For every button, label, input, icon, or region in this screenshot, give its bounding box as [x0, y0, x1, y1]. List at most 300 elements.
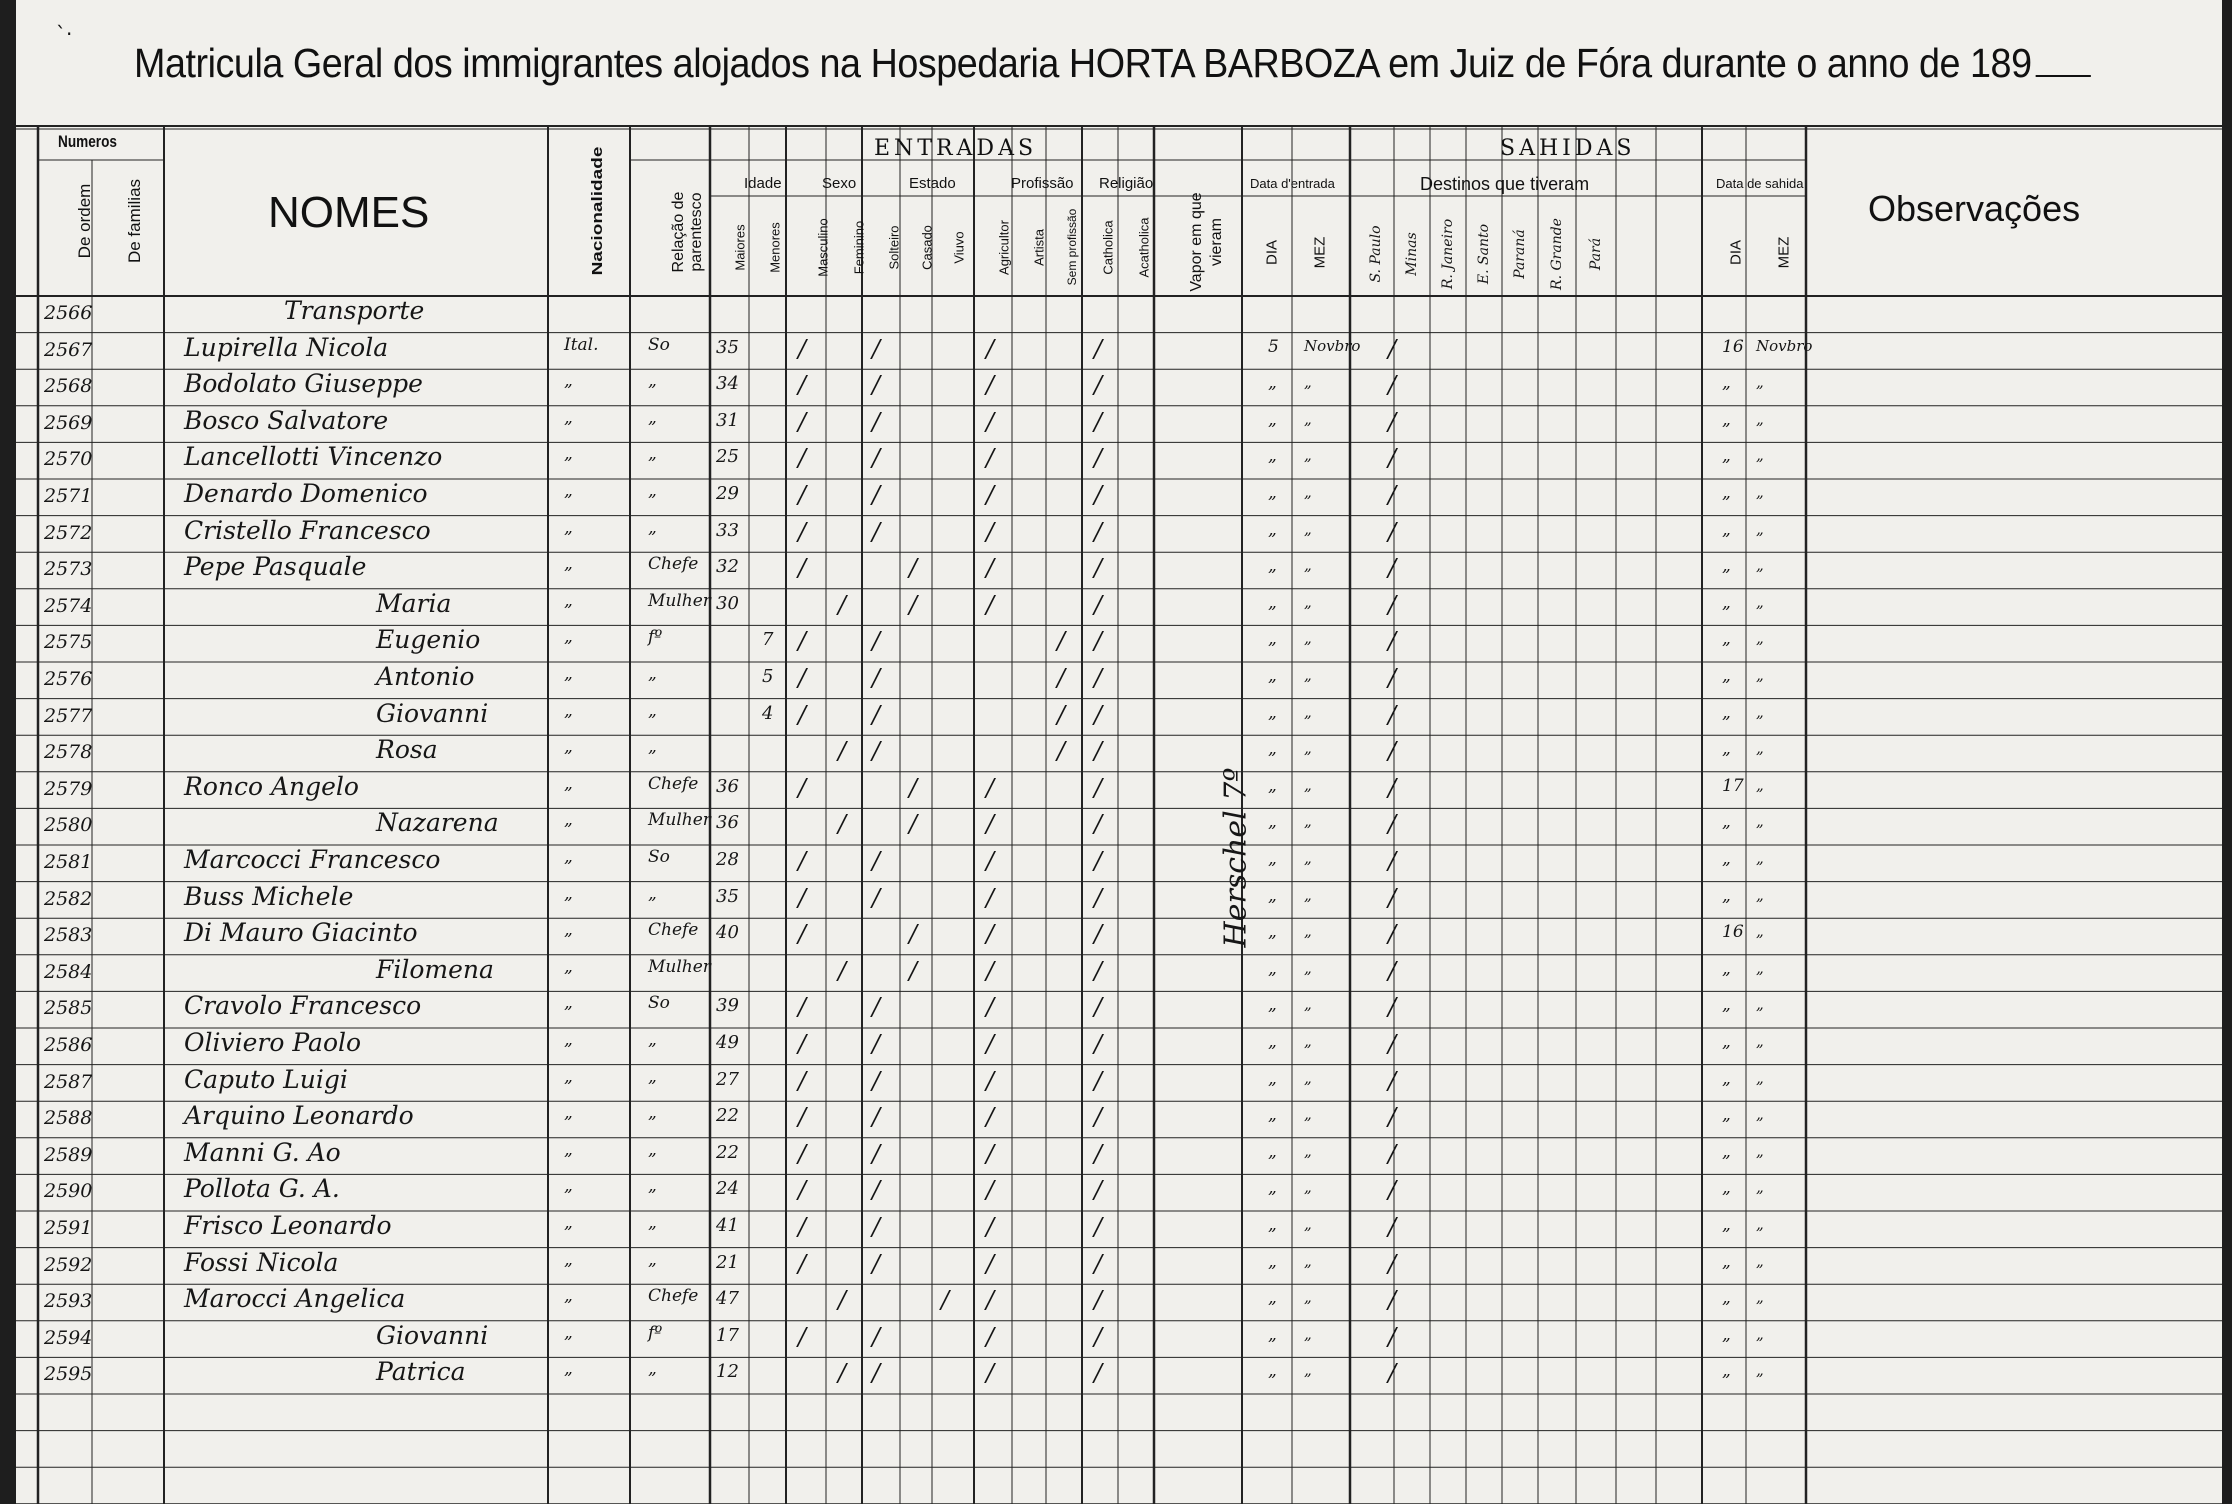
tick-destination: / [1388, 444, 1397, 473]
row-entry-month: „ [1304, 519, 1312, 538]
tick-masculino: / [798, 407, 807, 436]
tick-agricultor: / [986, 1213, 995, 1241]
row-name: Nazarena [376, 808, 499, 838]
tick-sem-profissao: / [1057, 627, 1066, 656]
row-age-maior: 32 [716, 556, 739, 578]
row-age-maior: 24 [716, 1178, 739, 1200]
tick-solteiro: / [872, 1103, 881, 1132]
tick-sem-profissao: / [1057, 664, 1066, 692]
row-relation: fº [648, 627, 663, 648]
row-exit-day: „ [1722, 1251, 1731, 1272]
tick-agricultor: / [986, 1176, 995, 1205]
row-name: Transporte [284, 296, 425, 325]
tick-masculino: / [798, 627, 807, 656]
row-name: Oliviero Paolo [184, 1028, 362, 1057]
row-nationality: „ [564, 1139, 573, 1160]
row-name: Bodolato Giuseppe [184, 369, 423, 399]
row-entry-month: „ [1304, 629, 1312, 648]
tick-destination: / [1388, 481, 1397, 509]
tick-catholica: / [1094, 883, 1103, 912]
row-name: Giovanni [376, 698, 489, 728]
tick-masculino: / [798, 993, 807, 1022]
tick-destination: / [1388, 334, 1397, 363]
tick-agricultor: / [986, 810, 995, 839]
tick-casado: / [909, 956, 918, 985]
row-number: 2589 [44, 1143, 93, 1166]
row-nationality: „ [564, 1359, 573, 1380]
row-entry-day: „ [1268, 1215, 1277, 1235]
row-age-maior: 35 [716, 885, 739, 907]
vapor-entry: Herschel 7º [1218, 767, 1254, 948]
row-entry-day: „ [1268, 995, 1277, 1016]
tick-agricultor: / [986, 773, 995, 802]
row-number: 2579 [44, 777, 93, 800]
row-exit-month: „ [1756, 1105, 1764, 1124]
row-number: 2590 [44, 1180, 93, 1203]
row-name: Fossi Nicola [184, 1247, 339, 1277]
row-relation: Mulher [648, 956, 711, 977]
destination-header: S. Paulo [1368, 225, 1384, 283]
tick-destination: / [1388, 1176, 1397, 1205]
row-entry-day: „ [1268, 483, 1277, 503]
header-destinos: Destinos que tiveram [1420, 174, 1590, 194]
tick-catholica: / [1094, 1213, 1103, 1241]
row-relation: „ [648, 664, 657, 684]
tick-agricultor: / [986, 1103, 995, 1132]
tick-solteiro: / [872, 847, 881, 875]
header-casado: Casado [919, 225, 935, 270]
tick-agricultor: / [986, 883, 995, 912]
row-entry-day: „ [1268, 1251, 1277, 1272]
tick-destination: / [1388, 1322, 1397, 1351]
tick-viuvo: / [941, 1286, 950, 1315]
row-age-maior: 27 [716, 1068, 739, 1090]
tick-casado: / [909, 920, 918, 949]
row-entry-day: „ [1268, 1178, 1277, 1199]
row-entry-month: „ [1304, 922, 1312, 941]
row-exit-day: „ [1722, 1361, 1731, 1382]
row-exit-day: 16 [1722, 336, 1744, 357]
row-exit-month: „ [1756, 922, 1764, 941]
row-entry-day: „ [1268, 849, 1277, 869]
tick-masculino: / [798, 1176, 807, 1205]
destination-header: R. Janeiro [1440, 218, 1456, 290]
row-entry-day: „ [1268, 1361, 1277, 1382]
row-age-maior: 12 [716, 1361, 739, 1383]
tick-masculino: / [798, 444, 807, 473]
header-dia-sahida: DIA [1727, 240, 1745, 266]
row-relation: „ [648, 1066, 657, 1087]
tick-catholica: / [1094, 444, 1103, 473]
tick-catholica: / [1094, 700, 1103, 729]
header-sexo: Sexo [822, 175, 857, 192]
tick-agricultor: / [986, 334, 995, 363]
row-age-maior: 41 [716, 1215, 739, 1236]
row-name: Caputo Luigi [184, 1064, 348, 1094]
header-vapor: Vapor em que vieram [1188, 192, 1225, 292]
row-age-maior: 22 [716, 1141, 739, 1163]
tick-destination: / [1388, 627, 1397, 656]
row-entry-month: „ [1304, 1032, 1312, 1050]
tick-agricultor: / [986, 993, 995, 1022]
row-entry-month: „ [1304, 1215, 1312, 1233]
header-data-sahida: Data de sahida [1716, 176, 1804, 191]
tick-masculino: / [798, 1139, 807, 1168]
row-exit-day: „ [1722, 666, 1731, 686]
header-maiores: Maiores [732, 224, 748, 271]
row-nationality: „ [564, 1249, 573, 1270]
row-age-menor: 5 [762, 666, 774, 687]
row-entry-month: „ [1304, 592, 1312, 611]
row-exit-month: „ [1756, 812, 1764, 831]
tick-catholica: / [1094, 1030, 1103, 1058]
row-entry-day: „ [1268, 373, 1277, 394]
row-age-maior: 36 [716, 775, 739, 797]
tick-solteiro: / [872, 1359, 881, 1388]
tick-catholica: / [1094, 993, 1103, 1022]
row-number: 2592 [44, 1253, 93, 1276]
header-idade: Idade [744, 175, 782, 192]
tick-casado: / [909, 810, 918, 839]
row-exit-day: „ [1722, 1324, 1731, 1345]
row-exit-month: „ [1756, 885, 1764, 904]
row-entry-month: „ [1304, 1068, 1312, 1087]
row-nationality: „ [564, 1286, 573, 1307]
row-exit-month: „ [1756, 702, 1764, 721]
row-entry-month: „ [1304, 1288, 1312, 1307]
destination-header: Minas [1404, 232, 1420, 276]
row-nationality: „ [564, 627, 573, 648]
row-nationality: „ [564, 920, 573, 941]
row-age-maior: 36 [716, 812, 739, 834]
tick-masculino: / [798, 1322, 807, 1351]
row-nationality: „ [564, 993, 573, 1014]
row-entry-month: „ [1304, 1141, 1312, 1160]
header-masculino: Masculino [815, 218, 831, 277]
header-acatholica: Acatholica [1136, 217, 1152, 278]
row-relation: „ [648, 1359, 657, 1380]
tick-destination: / [1388, 664, 1397, 692]
row-exit-day: „ [1722, 885, 1731, 906]
tick-destination: / [1388, 1359, 1397, 1388]
row-entry-day: „ [1268, 519, 1277, 540]
row-entry-day: „ [1268, 702, 1277, 723]
row-relation: „ [648, 1213, 657, 1233]
row-relation: „ [648, 1103, 657, 1124]
row-number: 2594 [44, 1326, 93, 1349]
header-catholica: Catholica [1100, 220, 1116, 275]
row-exit-month: „ [1756, 629, 1764, 648]
row-number: 2588 [44, 1107, 93, 1130]
row-exit-month: „ [1756, 1251, 1764, 1270]
row-entry-day: „ [1268, 922, 1277, 943]
tick-masculino: / [798, 334, 807, 363]
row-number: 2576 [44, 668, 93, 690]
header-mez-entrada: MEZ [1311, 236, 1329, 269]
tick-solteiro: / [872, 883, 881, 912]
row-entry-day: „ [1268, 1141, 1277, 1162]
row-exit-month: „ [1756, 446, 1764, 465]
tick-catholica: / [1094, 773, 1103, 802]
tick-agricultor: / [986, 1249, 995, 1278]
tick-destination: / [1388, 883, 1397, 912]
row-relation: Chefe [648, 920, 699, 941]
tick-solteiro: / [872, 1213, 881, 1241]
tick-solteiro: / [872, 993, 881, 1022]
tick-destination: / [1388, 773, 1397, 802]
row-exit-day: „ [1722, 1141, 1731, 1162]
row-relation: „ [648, 407, 657, 428]
row-exit-day: „ [1722, 446, 1731, 467]
row-entry-month: „ [1304, 483, 1312, 501]
row-exit-month: „ [1756, 483, 1764, 501]
header-observacoes: Observações [1868, 188, 2081, 229]
row-name: Marcocci Francesco [184, 845, 441, 874]
tick-solteiro: / [872, 407, 881, 436]
tick-destination: / [1388, 517, 1397, 546]
tick-masculino: / [798, 1213, 807, 1241]
row-relation: fº [648, 1322, 663, 1343]
row-exit-day: „ [1722, 1105, 1731, 1126]
tick-catholica: / [1094, 1103, 1103, 1132]
row-number: 2587 [44, 1070, 93, 1093]
row-entry-month: „ [1304, 556, 1312, 575]
tick-catholica: / [1094, 1286, 1103, 1315]
row-name: Cristello Francesco [184, 515, 431, 545]
row-entry-month: „ [1304, 666, 1312, 684]
row-number: 2572 [44, 521, 93, 544]
row-exit-day: 16 [1722, 922, 1744, 943]
tick-catholica: / [1094, 371, 1103, 400]
row-relation: So [648, 993, 670, 1014]
tick-destination: / [1388, 1139, 1397, 1168]
tick-solteiro: / [872, 444, 881, 473]
tick-agricultor: / [986, 1286, 995, 1315]
row-number: 2569 [44, 411, 93, 434]
row-nationality: „ [564, 700, 573, 721]
tick-masculino: / [798, 700, 807, 729]
tick-agricultor: / [986, 1359, 995, 1388]
row-entry-month: „ [1304, 1324, 1312, 1343]
row-relation: „ [648, 1249, 657, 1270]
tick-destination: / [1388, 590, 1397, 619]
tick-agricultor: / [986, 554, 995, 583]
row-name: Frisco Leonardo [184, 1211, 392, 1240]
tick-destination: / [1388, 407, 1397, 436]
tick-catholica: / [1094, 590, 1103, 619]
row-number: 2585 [44, 997, 93, 1020]
row-relation: „ [648, 700, 657, 721]
row-entry-day: „ [1268, 739, 1277, 760]
tick-masculino: / [798, 1030, 807, 1058]
tick-agricultor: / [986, 481, 995, 509]
tick-masculino: / [798, 371, 807, 400]
row-entry-day: 5 [1268, 336, 1279, 357]
tick-catholica: / [1094, 407, 1103, 436]
row-number: 2581 [44, 851, 93, 873]
row-entry-month: „ [1304, 1178, 1312, 1197]
row-age-maior: 33 [716, 519, 739, 541]
row-name: Maria [376, 588, 452, 618]
row-entry-day: „ [1268, 958, 1277, 979]
row-name: Marocci Angelica [184, 1284, 406, 1314]
header-nomes: NOMES [268, 188, 430, 237]
row-name: Arquino Leonardo [184, 1101, 414, 1131]
tick-feminino: / [838, 590, 847, 619]
row-exit-month: „ [1756, 592, 1764, 611]
row-entry-month: „ [1304, 995, 1312, 1014]
row-number: 2580 [44, 814, 93, 837]
tick-solteiro: / [872, 1322, 881, 1351]
row-age-menor: 4 [762, 702, 774, 724]
tick-agricultor: / [986, 407, 995, 436]
tick-catholica: / [1094, 1176, 1103, 1205]
tick-masculino: / [798, 883, 807, 912]
row-relation: So [648, 334, 670, 355]
tick-solteiro: / [872, 1066, 881, 1095]
row-number: 2584 [44, 960, 93, 983]
row-name: Giovanni [376, 1320, 489, 1350]
row-exit-month: „ [1756, 1288, 1764, 1307]
tick-destination: / [1388, 371, 1397, 400]
row-name: Patrica [376, 1357, 466, 1387]
tick-solteiro: / [872, 371, 881, 400]
row-number: 2567 [44, 338, 93, 361]
row-exit-month: „ [1756, 519, 1764, 538]
tick-destination: / [1388, 956, 1397, 985]
tick-solteiro: / [872, 1176, 881, 1205]
row-number: 2575 [44, 631, 93, 654]
row-name: Filomena [376, 954, 494, 984]
row-name: Ronco Angelo [184, 771, 359, 801]
header-viuvo: Viuvo [951, 231, 967, 264]
row-entry-month: Novbro [1304, 336, 1361, 355]
row-entry-month: „ [1304, 1105, 1312, 1124]
tick-masculino: / [798, 1249, 807, 1278]
header-relacao: Relação de parentesco [670, 191, 705, 273]
row-name: Rosa [376, 735, 438, 765]
tick-catholica: / [1094, 1066, 1103, 1095]
row-name: Buss Michele [184, 881, 354, 911]
row-age-maior: 34 [716, 373, 739, 395]
row-exit-month: „ [1756, 1141, 1764, 1160]
tick-catholica: / [1094, 481, 1103, 509]
destination-header: R. Grande [1549, 218, 1565, 290]
tick-sem-profissao: / [1057, 700, 1066, 729]
header-estado: Estado [909, 175, 956, 192]
row-age-maior: 39 [716, 995, 739, 1017]
corner-mark: `· [56, 22, 73, 46]
tick-feminino: / [838, 956, 847, 985]
tick-catholica: / [1094, 334, 1103, 363]
row-number: 2577 [44, 704, 93, 727]
row-relation: „ [648, 1139, 657, 1160]
tick-agricultor: / [986, 371, 995, 400]
row-name: Manni G. Ao [184, 1137, 341, 1167]
row-exit-day: „ [1722, 1288, 1731, 1309]
row-age-maior: 40 [716, 922, 739, 944]
row-exit-month: „ [1756, 1068, 1764, 1087]
row-entry-month: „ [1304, 446, 1312, 465]
row-exit-month: „ [1756, 1215, 1764, 1233]
row-nationality: „ [564, 737, 573, 758]
row-entry-day: „ [1268, 446, 1277, 467]
row-exit-month: „ [1756, 556, 1764, 575]
tick-destination: / [1388, 1286, 1397, 1315]
row-exit-day: „ [1722, 1068, 1731, 1089]
tick-solteiro: / [872, 664, 881, 692]
row-entry-day: „ [1268, 592, 1277, 613]
row-age-maior: 28 [716, 849, 739, 870]
row-exit-month: „ [1756, 995, 1764, 1014]
row-nationality: „ [564, 883, 573, 904]
tick-solteiro: / [872, 481, 881, 509]
tick-agricultor: / [986, 1066, 995, 1095]
row-nationality: „ [564, 847, 573, 867]
row-age-maior: 29 [716, 483, 739, 504]
row-exit-day: 17 [1722, 775, 1744, 796]
row-entry-month: „ [1304, 885, 1312, 904]
row-exit-month: „ [1756, 1178, 1764, 1197]
tick-catholica: / [1094, 956, 1103, 985]
title-text: Matricula Geral dos immigrantes alojados na Hospedaria HORTA BARBOZA em Juiz de Fóra durante o anno de 189 [134, 40, 2032, 86]
row-age-maior: 21 [716, 1251, 739, 1273]
row-relation: „ [648, 517, 657, 538]
header-entradas: ENTRADAS [874, 136, 1038, 161]
tick-destination: / [1388, 700, 1397, 729]
row-exit-month: „ [1756, 1324, 1764, 1343]
tick-catholica: / [1094, 1249, 1103, 1278]
row-exit-day: „ [1722, 812, 1731, 833]
header-feminino: Feminino [851, 220, 867, 275]
row-entry-day: „ [1268, 409, 1277, 430]
row-name: Antonio [376, 662, 475, 691]
tick-masculino: / [798, 920, 807, 949]
row-name: Pollota G. A. [184, 1174, 340, 1204]
tick-casado: / [909, 554, 918, 583]
tick-solteiro: / [872, 334, 881, 363]
row-entry-month: „ [1304, 739, 1312, 758]
row-nationality: „ [564, 664, 573, 684]
header-de-ordem: De ordem [75, 183, 94, 259]
row-relation: Mulher [648, 810, 711, 831]
row-nationality: „ [564, 371, 573, 392]
tick-destination: / [1388, 810, 1397, 839]
row-relation: Chefe [648, 1286, 699, 1307]
row-exit-day: „ [1722, 702, 1731, 723]
row-age-maior: 31 [716, 409, 739, 431]
tick-solteiro: / [872, 1030, 881, 1058]
tick-agricultor: / [986, 956, 995, 985]
header-profissao: Profissão [1011, 175, 1074, 192]
header-sem-profissao: Sem profissão [1065, 208, 1079, 286]
row-number: 2573 [44, 558, 93, 581]
tick-masculino: / [798, 554, 807, 583]
row-number: 2582 [44, 887, 93, 910]
row-entry-day: „ [1268, 1324, 1277, 1345]
row-entry-day: „ [1268, 812, 1277, 833]
row-entry-day: „ [1268, 556, 1277, 577]
tick-solteiro: / [872, 517, 881, 546]
row-nationality: „ [564, 444, 573, 465]
row-nationality: „ [564, 1066, 573, 1087]
header-solteiro: Solteiro [886, 225, 902, 270]
header-numeros: Numeros [58, 132, 117, 151]
tick-catholica: / [1094, 1322, 1103, 1351]
row-entry-month: „ [1304, 849, 1312, 867]
row-number: 2568 [44, 375, 93, 398]
tick-agricultor: / [986, 920, 995, 949]
